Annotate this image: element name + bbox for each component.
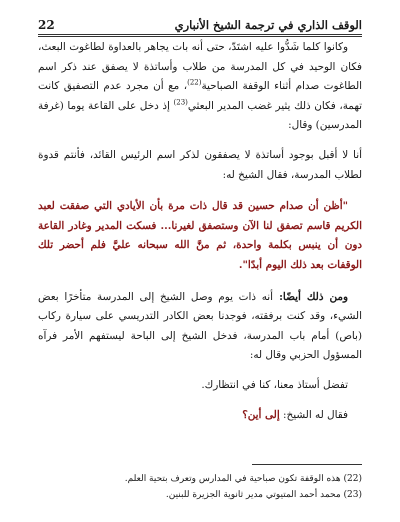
paragraph-1-continued: ، مع أن مجرد عدم التصفيق كانت تهمة، فكان ذلك يثير غضب المدير البعثي (38, 80, 362, 112)
paragraph-6-lead: فقال له الشيخ: (279, 408, 348, 421)
running-title: الوقف الذاري في ترجمة الشيخ الأنباري (174, 18, 362, 32)
paragraph-1-end: إذ دخل على القاعة يوما (غرفة المدرسين) وقال: (38, 99, 362, 132)
page-header (38, 8, 362, 37)
quote-paragraph: "أظن أن صدام حسين قد قال ذات مرة بأن الأيادي التي صفقت لعبد الكريم قاسم تصفق لنا الآن وستصفق لغيرنا... فسكت المدير وغادر القاعة دون أن ينبس بكلمة واحدة، ثم منَّ الله سبحانه عليَّ فلم أحضر تلك الوقفات بعد ذلك اليوم أبدًا". (38, 200, 362, 271)
page-number: 22 (38, 18, 55, 32)
paragraph-4 (38, 288, 362, 366)
footnote-22: (22) هذه الوقفة تكون صباحية في المدارس وتعرف بتحية العلم. (124, 474, 362, 484)
paragraph-4-lead: ومن ذلك أيضًا: (273, 290, 349, 303)
paragraph-1 (38, 38, 362, 136)
main-text (38, 38, 362, 425)
footnote-23: (23) محمد أحمد المتيوتي مدير ثانوية الجزيرة للبنين. (165, 490, 362, 500)
paragraph-4-text: أنه ذات يوم وصل الشيخ إلى المدرسة متأخرًا بعض الشيء، وقد كنت برفقته، فوجدنا بعض الكادر التدريسي على سيارة ركاب (باص) أمام باب المدرسة، فدخل الشيخ إلى الباحة ليستفهم الأمر فرآه المسؤول الحزبي وقال له: (38, 290, 362, 362)
paragraph-6 (38, 406, 362, 426)
footnote-divider (252, 464, 362, 465)
paragraph-1-text: وكانوا كلما شَدُّوا عليه اشتَدّ، حتى أنه بات يجاهر بالعداوة لطاغوت البعث، فكان الوحيد في كل المدرسة من طلاب وأساتذة لا يصفق عند ذكر اسم الطاغوت صدام أثناء الوقفة الصباحية (38, 41, 363, 93)
paragraph-2: أنا لا أقبل بوجود أساتذة لا يصفقون لذكر اسم الرئيس القائد، فأنتم قدوة لطلاب المدرسة، فقال الشيخ له: (38, 148, 362, 181)
paragraph-5: تفضل أستاذ معنا، كنا في انتظارك. (201, 378, 348, 391)
footnotes (38, 464, 362, 503)
footnote-ref-22[interactable]: (22) (187, 78, 202, 87)
footnote-ref-23[interactable]: (23) (173, 98, 188, 107)
paragraph-6-question: إلى أين؟ (242, 408, 280, 421)
